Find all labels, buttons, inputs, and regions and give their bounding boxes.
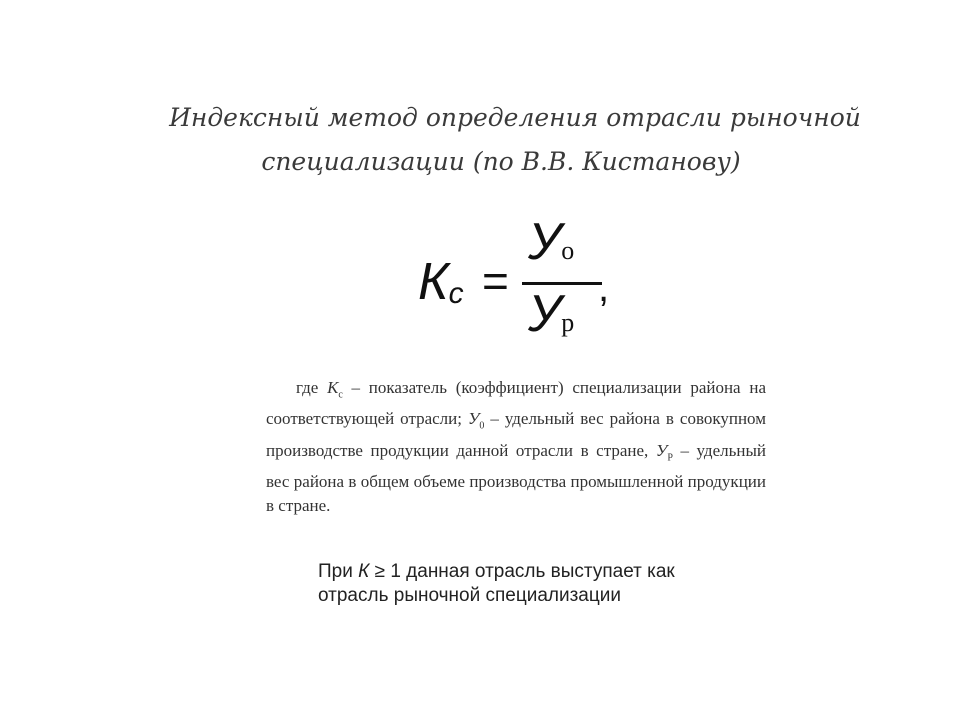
title-line-1: Индексный метод определения отрасли рыночной: [169, 103, 861, 132]
desc-part-2: – показатель (коэффициент) специализации района на соответствующей отрасли;: [266, 378, 766, 429]
formula-lhs: [418, 252, 464, 312]
desc-yp-symbol: У: [655, 440, 668, 460]
desc-k-subscript: с: [338, 389, 343, 401]
desc-part-4: – удельный вес района в общем объеме производства промышленной продукции в стране.: [266, 440, 766, 516]
formula-description: [266, 376, 766, 518]
formula-equals: =: [482, 255, 509, 307]
note-post: ≥ 1 данная отрасль выступает как отрасль рыночной специализации: [318, 561, 675, 606]
note-pre: При: [318, 561, 359, 582]
formula-comma: ,: [598, 266, 610, 310]
note-k-symbol: К: [358, 561, 370, 582]
formula-num-subscript: о: [561, 236, 575, 265]
formula-k-subscript: с: [448, 277, 464, 310]
formula-numerator: [528, 212, 574, 272]
title-line-2: специализации (по В.В. Кистанову): [261, 147, 741, 176]
desc-part-3: – удельный вес района в совокупном производстве продукции данной отрасли в стране,: [266, 409, 766, 460]
desc-k-symbol: К: [327, 378, 339, 397]
formula-den-subscript: р: [561, 308, 575, 337]
formula-k-symbol: К: [418, 253, 449, 311]
conclusion-note: [318, 560, 748, 608]
desc-y0-symbol: У: [467, 409, 480, 429]
formula-den-symbol: У: [528, 285, 562, 343]
formula-denominator: [528, 284, 574, 344]
slide-title: [150, 96, 880, 184]
desc-y0-subscript: 0: [479, 420, 485, 432]
desc-part-1: где: [296, 378, 328, 397]
specialization-formula: [418, 212, 618, 352]
formula-num-symbol: У: [528, 213, 562, 271]
desc-yp-subscript: Р: [667, 452, 673, 464]
